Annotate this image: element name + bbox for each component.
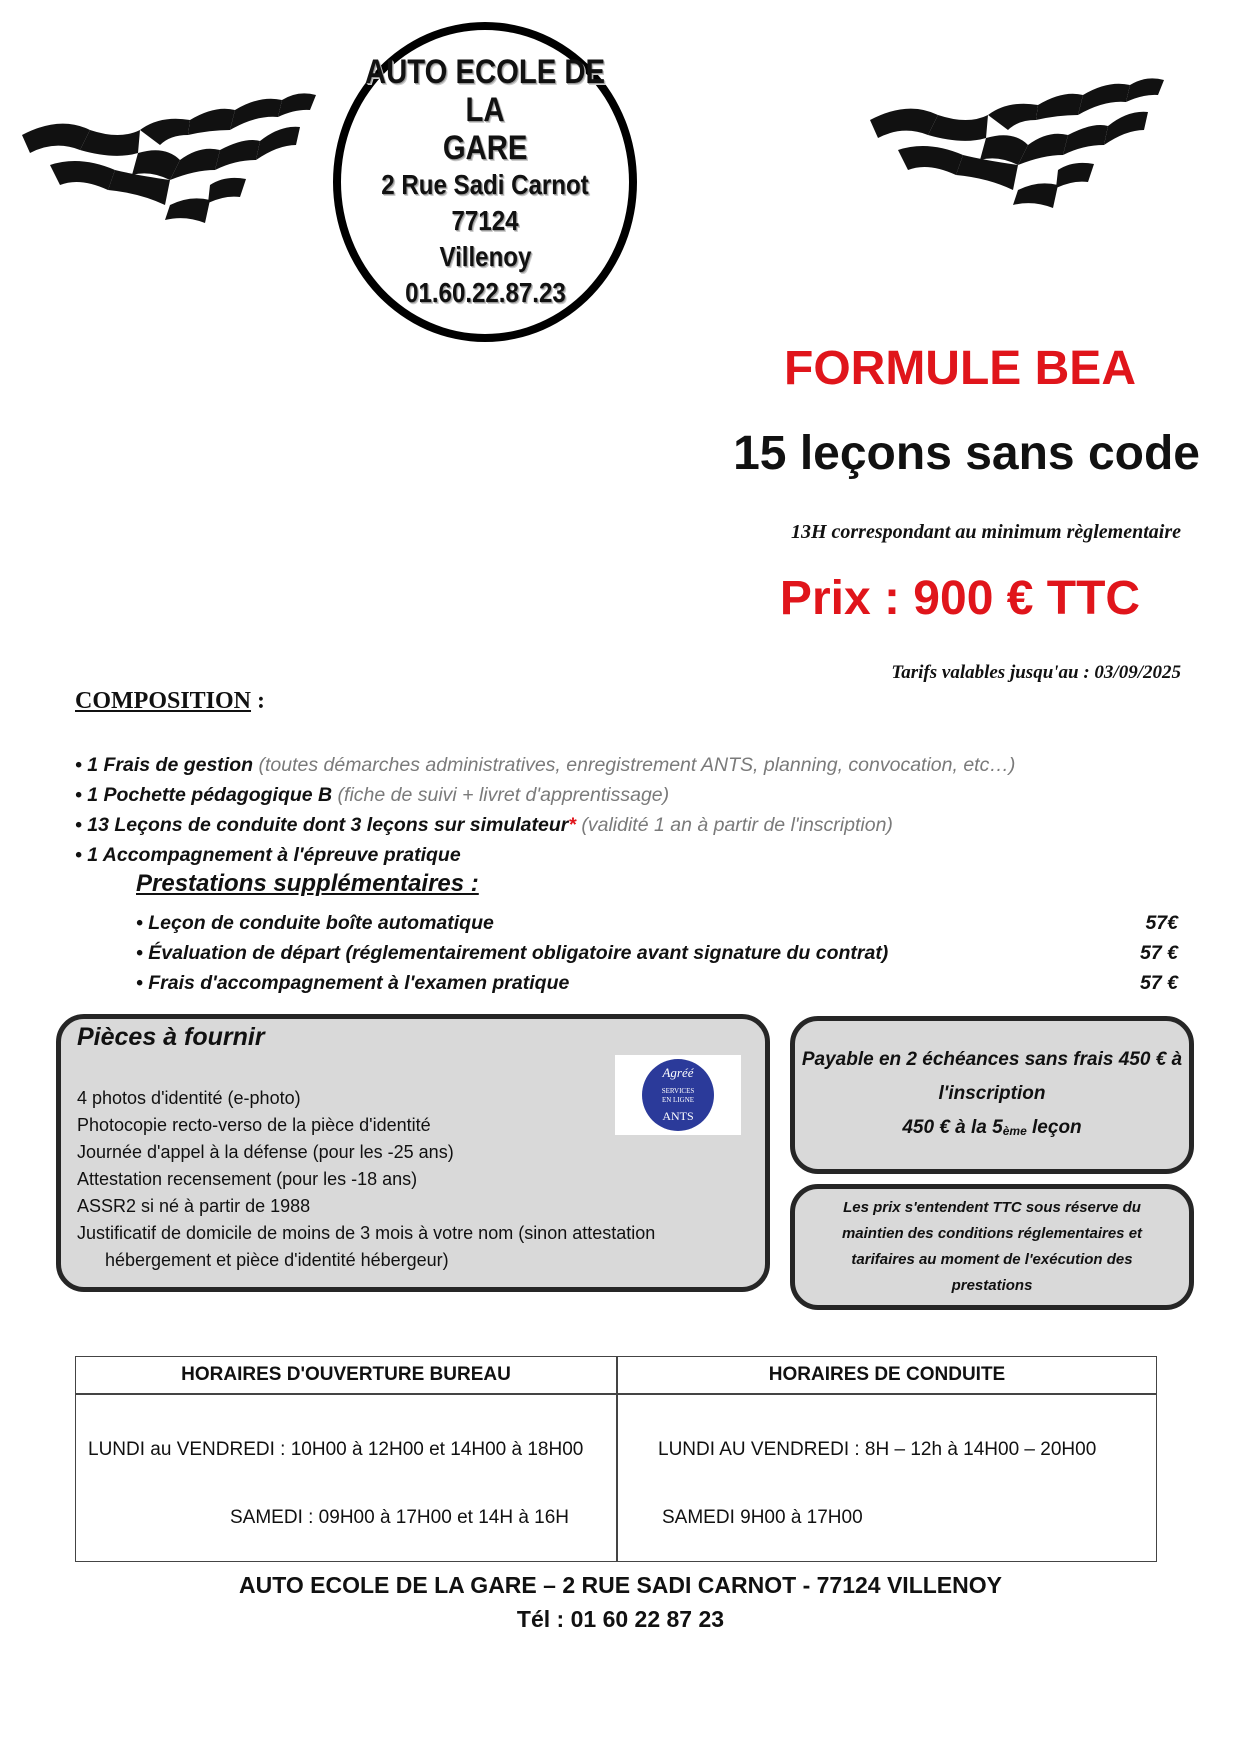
- offer-minimum-note: 13H correspondant au minimum règlementaire: [790, 521, 1181, 543]
- list-item: [75, 750, 1015, 780]
- payment-line2: l'inscription: [938, 1082, 1046, 1104]
- list-item: [136, 908, 1178, 938]
- list-item: [75, 810, 1015, 840]
- list-item: Attestation recensement (pour les -18 ans): [77, 1169, 418, 1189]
- list-item: Justificatif de domicile de moins de 3 mois à votre nom (sinon attestation: [77, 1223, 656, 1243]
- asterisk-mark: *: [568, 814, 576, 836]
- offer-subtitle: 15 leçons sans code: [733, 427, 1200, 480]
- checkered-flag-left-icon: [20, 75, 320, 225]
- payment-box: [790, 1016, 1194, 1174]
- composition-heading-text: COMPOSITION: [75, 688, 252, 714]
- driving-hours-saturday: SAMEDI 9H00 à 17H00: [662, 1507, 863, 1528]
- payment-line1: Payable en 2 échéances sans frais 450 € à: [801, 1048, 1183, 1070]
- office-hours-saturday: SAMEDI : 09H00 à 17H00 et 14H à 16H: [230, 1507, 570, 1528]
- supplements-heading: Prestations supplémentaires :: [136, 870, 479, 897]
- composition-list: [75, 750, 1015, 870]
- hours-table: [75, 1356, 1157, 1562]
- office-hours-header: HORAIRES D'OUVERTURE BUREAU: [181, 1364, 511, 1385]
- price-note-text: Les prix s'entendent TTC sous réserve du maintien des conditions réglementaires et tarifaires au moment de l'exécution des prestations: [841, 1199, 1143, 1294]
- list-item: [75, 840, 1015, 870]
- list-item-continuation: hébergement et pièce d'identité hébergeur): [105, 1250, 449, 1270]
- footer: [0, 1568, 1241, 1636]
- composition-heading-suffix: :: [251, 688, 266, 714]
- payment-line3-sup: ème: [1002, 1123, 1027, 1138]
- school-header-oval: [333, 22, 637, 342]
- list-item: ASSR2 si né à partir de 1988: [77, 1196, 311, 1216]
- svg-text:EN LIGNE: EN LIGNE: [661, 1096, 695, 1104]
- list-item-main: • 13 Leçons de conduite dont 3 leçons sur simulateur: [75, 814, 569, 836]
- school-phone: 01.60.22.87.23: [404, 277, 566, 308]
- list-item-detail: (toutes démarches administratives, enregistrement ANTS, planning, convocation, etc…): [258, 754, 1016, 776]
- supplement-label: • Frais d'accompagnement à l'examen pratique: [136, 972, 570, 994]
- documents-list: [77, 1085, 655, 1274]
- documents-title: Pièces à fournir: [77, 1023, 265, 1051]
- payment-line3-pre: 450 € à la 5: [902, 1116, 1003, 1138]
- payment-line3: [902, 1111, 1081, 1148]
- school-address-line1: 2 Rue Sadi Carnot 77124: [381, 169, 589, 236]
- supplements-list: [136, 908, 1178, 998]
- list-item-main: • 1 Pochette pédagogique B: [75, 784, 338, 806]
- list-item: Journée d'appel à la défense (pour les -25 ans): [77, 1142, 454, 1162]
- supplement-price: 57€: [1145, 912, 1178, 934]
- school-address-line2: Villenoy: [439, 241, 531, 272]
- svg-text:ANTS: ANTS: [662, 1109, 694, 1123]
- list-item: [136, 938, 1178, 968]
- documents-box: [56, 1014, 770, 1292]
- list-item: [136, 968, 1178, 998]
- driving-hours-weekdays: LUNDI AU VENDREDI : 8H – 12h à 14H00 – 20H00: [658, 1439, 1097, 1460]
- offer-valid-until: Tarifs valables jusqu'au : 03/09/2025: [891, 662, 1181, 683]
- list-item-detail: (validité 1 an à partir de l'inscription): [575, 814, 893, 836]
- offer-title: FORMULE BEA: [784, 342, 1136, 395]
- list-item: [75, 780, 1015, 810]
- footer-address: AUTO ECOLE DE LA GARE – 2 RUE SADI CARNOT - 77124 VILLENOY: [239, 1572, 1002, 1598]
- driving-hours-header: HORAIRES DE CONDUITE: [768, 1364, 1006, 1385]
- svg-text:Agréé: Agréé: [662, 1065, 694, 1080]
- list-item: Photocopie recto-verso de la pièce d'identité: [77, 1115, 431, 1135]
- office-hours-weekdays: LUNDI au VENDREDI : 10H00 à 12H00 et 14H00 à 18H00: [88, 1439, 584, 1460]
- price-note-box: [790, 1184, 1194, 1310]
- list-item: 4 photos d'identité (e-photo): [77, 1088, 301, 1108]
- composition-heading: [75, 688, 265, 715]
- supplement-price: 57 €: [1140, 972, 1178, 994]
- school-name-line1: AUTO ECOLE DE LA: [365, 53, 605, 129]
- list-item-detail: (fiche de suivi + livret d'apprentissage): [337, 784, 670, 806]
- payment-line3-post: leçon: [1026, 1116, 1082, 1138]
- table-header-rule: [76, 1393, 1156, 1395]
- list-item-main: • 1 Frais de gestion: [75, 754, 259, 776]
- checkered-flag-right-icon: [868, 60, 1168, 210]
- supplement-price: 57 €: [1140, 942, 1178, 964]
- offer-price: Prix : 900 € TTC: [779, 572, 1141, 625]
- school-name-line2: GARE: [442, 129, 528, 167]
- svg-text:SERVICES: SERVICES: [661, 1087, 695, 1095]
- footer-phone: Tél : 01 60 22 87 23: [516, 1606, 725, 1632]
- list-item-main: • 1 Accompagnement à l'épreuve pratique: [75, 844, 461, 866]
- supplement-label: • Évaluation de départ (réglementairement obligatoire avant signature du contrat): [136, 942, 889, 964]
- supplement-label: • Leçon de conduite boîte automatique: [136, 912, 494, 934]
